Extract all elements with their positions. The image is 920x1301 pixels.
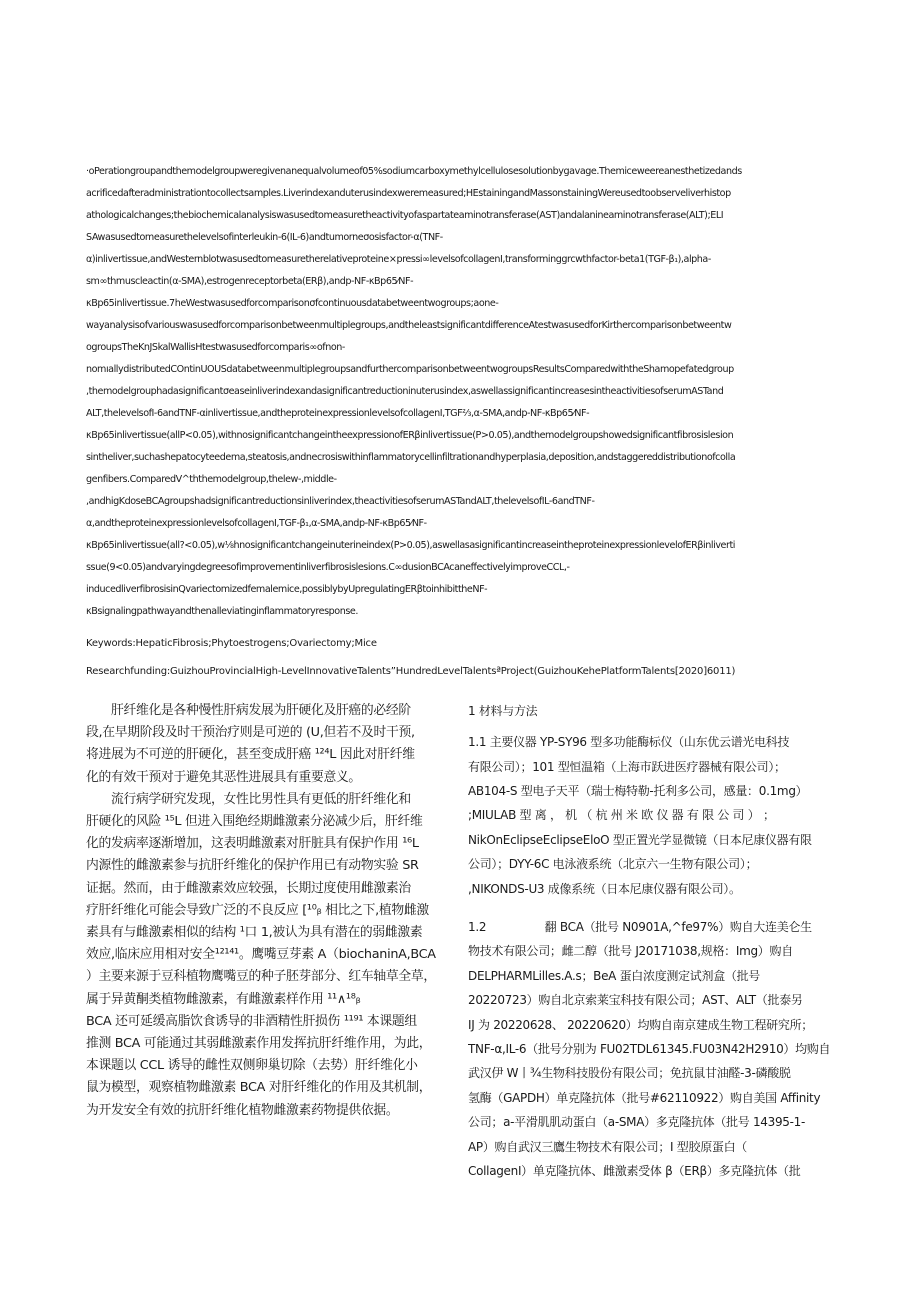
abstract-line: α,andtheproteinexpressionlevelsofcollagenI,TGF-β₁,α-SMA,andp-NF-κBp65⁄NF- xyxy=(86,518,427,529)
section-heading-materials-methods: 1 材料与方法 xyxy=(468,704,538,718)
body-text-line: 效应,临床应用相对安全¹²¹⁴¹。鹰嘴豆芽素 A（biochaninA,BCA xyxy=(86,947,436,963)
body-text-line: 属于异黄酮类植物雌激素，有雌激素样作用 ¹¹∧¹⁸ᵦ xyxy=(86,991,361,1007)
abstract-line: SAwasusedtomeasurethelevelsofinterleukin-6(IL-6)andtumorneσosisfactor-α(TNF- xyxy=(86,232,443,243)
body-text-line: 将进展为不可逆的肝硬化，甚至变成肝癌 ¹²⁴L 因此对肝纤维 xyxy=(86,747,415,763)
body-text-line: 武汉伊 W丨¾生物科技股份有限公司；免抗鼠甘油醛-3-磷酸脱 xyxy=(468,1066,791,1081)
body-text-line: DELPHARMLilles.A.s；BeA 蛋白浓度测定试剂盒（批号 xyxy=(468,968,761,983)
body-text-line: 流行病学研究发现，女性比男性具有更低的肝纤维化和 xyxy=(86,791,411,807)
abstract-line: ,andhigKdoseBCAgroupshadsignificantreductionsinliverindex,theactivitiesofserumASTandALT,thelevelsofIL-6andTNF- xyxy=(86,496,595,507)
keywords: Keywords:HepaticFibrosis;Phytoestrogens;Ovariectomy;Mice xyxy=(86,638,377,649)
body-text-line: NikOnEclipseEclipseEloO 型正置光学显微镜（日本尼康仪器有限 xyxy=(468,832,812,847)
abstract-line: α)inlivertissue,andWesternblotwasusedtomeasuretherelativeproteine×pressi∞levelsofcollagenI,transforminggrcwthfactor-beta1(TGF-β₁),alpha- xyxy=(86,254,711,265)
body-text-line: 物技术有限公司；雌二醇（批号 J20171038,规格：Img）购自 xyxy=(468,944,793,959)
body-text-line: 为开发安全有效的抗肝纤维化植物雌激素药物提供依据。 xyxy=(86,1102,399,1118)
body-text-line: 20220723）购自北京索莱宝科技有限公司；AST、ALT（批泰另 xyxy=(468,993,803,1008)
body-text-line: 证据。然而，由于雌激素效应较强，长期过度使用雌激素治 xyxy=(86,880,411,896)
body-text-line: ）主要来源于豆科植物鹰嘴豆的种子胚芽部分、红车轴草全草， xyxy=(86,969,436,985)
body-text-line: 1.2 翻 BCA（批号 N0901A,^fe97%）购自大连美仑生 xyxy=(468,920,812,935)
abstract-line: sintheliver,suchashepatocyteedema,steatosis,andnecrosiswithinflammatorycellinfiltrationandhyperplasia,deposition,andstaggereddistributionofcolla xyxy=(86,452,736,463)
reagents-paragraph xyxy=(468,915,840,1183)
body-text-line: 氢酶（GAPDH）单克隆抗体（批号#62110922）购自美国 Affinity xyxy=(468,1090,821,1105)
body-text-line: 1.1 主要仪器 YP-SY96 型多功能酶标仪（山东优云谱光电科技 xyxy=(468,735,790,750)
body-text-line: BCA 还可延缓高脂饮食诱导的非酒精性肝损伤 ¹¹⁹¹ 本课题组 xyxy=(86,1013,417,1029)
abstract-line: inducedliverfibrosisinQvariectomizedfemalemice,possiblybyUpregulatingERβtoinhibittheNF- xyxy=(86,584,488,595)
body-text-line: IJ 为 20220628、 20220620）均购自南京建成生物工程研究所； xyxy=(468,1017,813,1032)
abstract-line: ALT,thelevelsofI-6andTNF-αinlivertissue,andtheproteinexpressionlevelsofcollagenI,TGF⅔,α-SMA,andp-NF-κBp65⁄NF- xyxy=(86,408,590,419)
body-text-line: 公司）；DYY-6C 电泳液系统（北京六一生物有限公司）； xyxy=(468,857,758,872)
body-text-line: 化的有效干预对于避免其恶性进展具有重要意义。 xyxy=(86,769,361,785)
body-text-line: 鼠为模型，观察植物雌激素 BCA 对肝纤维化的作用及其机制， xyxy=(86,1080,432,1096)
body-text-line: 公司；a-平滑肌肌动蛋白（a-SMA）多克隆抗体（批号 14395-1- xyxy=(468,1115,806,1130)
abstract-line: κBp65inlivertissue.7heWestwasusedforcomparisonσfcontinuousdatabetweentwogroups;aone- xyxy=(86,298,499,309)
left-column-body xyxy=(86,700,464,1122)
abstract-line: κBp65inlivertissue(allP<0.05),withnosignificantchangeintheexpressionofERβinlivertissue(P>0.05),andthemodelgroupshowedsignificantfibrosislesion xyxy=(86,430,734,441)
body-text-line: 化的发病率逐渐增加，这表明雌激素对肝脏具有保护作用 ¹⁶L xyxy=(86,836,419,852)
body-text-line: 肝硬化的风险 ¹⁵L 但进入围绝经期雌激素分泌减少后，肝纤维 xyxy=(86,814,423,830)
abstract-line: nomıallydistributedCOntinUOUSdatabetweenmultiplegroupsandfurthercomparisonbetweentwogroupsResultsComparedwiththeShamopefatedgroup xyxy=(86,364,734,375)
body-text-line: CollagenI）单克隆抗体、雌激素受体 β（ERβ）多克隆抗体（批 xyxy=(468,1164,801,1179)
body-text-line: TNF-α,IL-6（批号分别为 FU02TDL61345.FU03N42H2910）均购自 xyxy=(468,1042,831,1057)
abstract-line: sm∞thmuscleactin(α-SMA),estrogenreceptorbeta(ERβ),andp-NF-κBp65⁄NF- xyxy=(86,276,414,287)
abstract-line: athologicalchanges;thebiochemicalanalysiswasusedtomeasuretheactivityofaspartateaminotransferase(AST)andalanineaminotransferase(ALT);ELI xyxy=(86,210,724,221)
abstract-line: genfibers.ComparedV^ththemodelgroup,thelew-,middle- xyxy=(86,474,337,485)
research-funding: Researchfunding:GuizhouProvincialHigh-LevelInnovativeTalents”HundredLevelTalentsªProject(GuizhouKehePlatformTalents[2020]6011) xyxy=(86,666,736,677)
abstract-line: κBsignalingpathwayandthenalleviatinginflammatoryresponse. xyxy=(86,606,358,617)
right-column-body xyxy=(468,700,840,1184)
body-text-line: 疗肝纤维化可能会导致广泛的不良反应 [¹⁰ᵦ 相比之下,植物雌激 xyxy=(86,902,429,918)
abstract-line: ssue(9<0.05)andvaryingdegreesofimprovementinliverfibrosislesions.C∞dusionBCAcaneffectivelyimproveCCL,- xyxy=(86,562,570,573)
body-text-line: AP）购自武汉三鷹生物技术有限公司；I 型胶原蛋白（ xyxy=(468,1139,748,1154)
abstract-english xyxy=(86,161,840,623)
body-text-line: 本课题以 CCL 诱导的雌性双侧卵巢切除（去势）肝纤维化小 xyxy=(86,1058,418,1074)
body-text-line: 有限公司）；101 型恒温箱（上海市跃进医疗器械有限公司）； xyxy=(468,759,786,774)
abstract-line: wayanalysisofvariouswasusedforcomparisonbetweenmultiplegroups,andtheleastsignificantdifferenceAtestwasusedforKirthercomparisonbetweentw xyxy=(86,320,732,331)
body-text-line: 内源性的雌激素参与抗肝纤维化的保护作用已有动物实验 SR xyxy=(86,858,419,874)
body-text-line: 素具有与雌激素相似的结构 ¹口 1,被认为具有潜在的弱雌激素 xyxy=(86,925,423,941)
body-text-line: AB104-S 型电子天平（瑞士梅特勒-托利多公司，感量：0.1mg） xyxy=(468,784,808,799)
abstract-line: acrificedafteradministrationtocollectsamples.Liverindexanduterusindexweremeasured;HEstainingandMassonstainingWereusedtoobserveliverhistop xyxy=(86,188,731,199)
body-text-line: ,NIKONDS-U3 成像系统（日本尼康仪器有限公司）。 xyxy=(468,881,741,896)
body-text-line: 段,在早期阶段及时干预治疗则是可逆的 (U,但若不及时干预, xyxy=(86,725,415,741)
instruments-paragraph xyxy=(468,730,840,901)
abstract-line: ,themodelgrouphadasignificantσeaseinliverindexandasignificantreductioninuterusindex,aswellassignificantincreasesintheactivitiesofserumASTand xyxy=(86,386,724,397)
abstract-line: ogroupsTheKnJSkalWallisHtestwasusedforcomparis∞ofnon- xyxy=(86,342,345,353)
body-text-line: ;MIULAB 型 离 ， 机 （ 杭 州 米 欧 仪 器 有 限 公 司 ） ； xyxy=(468,808,775,823)
abstract-line: κBp65inlivertissue(all?<0.05),w⅛hnosignificantchangeinuterineindex(P>0.05),aswellasasignificantincreaseintheproteinexpressionlevelofERβinliverti xyxy=(86,540,736,551)
body-text-line: 肝纤维化是各种慢性肝病发展为肝硬化及肝癌的必经阶 xyxy=(86,703,411,718)
abstract-line: ·oPerationgroupandthemodelgroupweregivenanequalvolumeof05%sodiumcarboxymethylcellulosesolutionbygavage.Themiceweereanesthetizedands xyxy=(86,166,742,177)
body-text-line: 推测 BCA 可能通过其弱雌激素作用发挥抗肝纤维作用，为此， xyxy=(86,1036,432,1052)
